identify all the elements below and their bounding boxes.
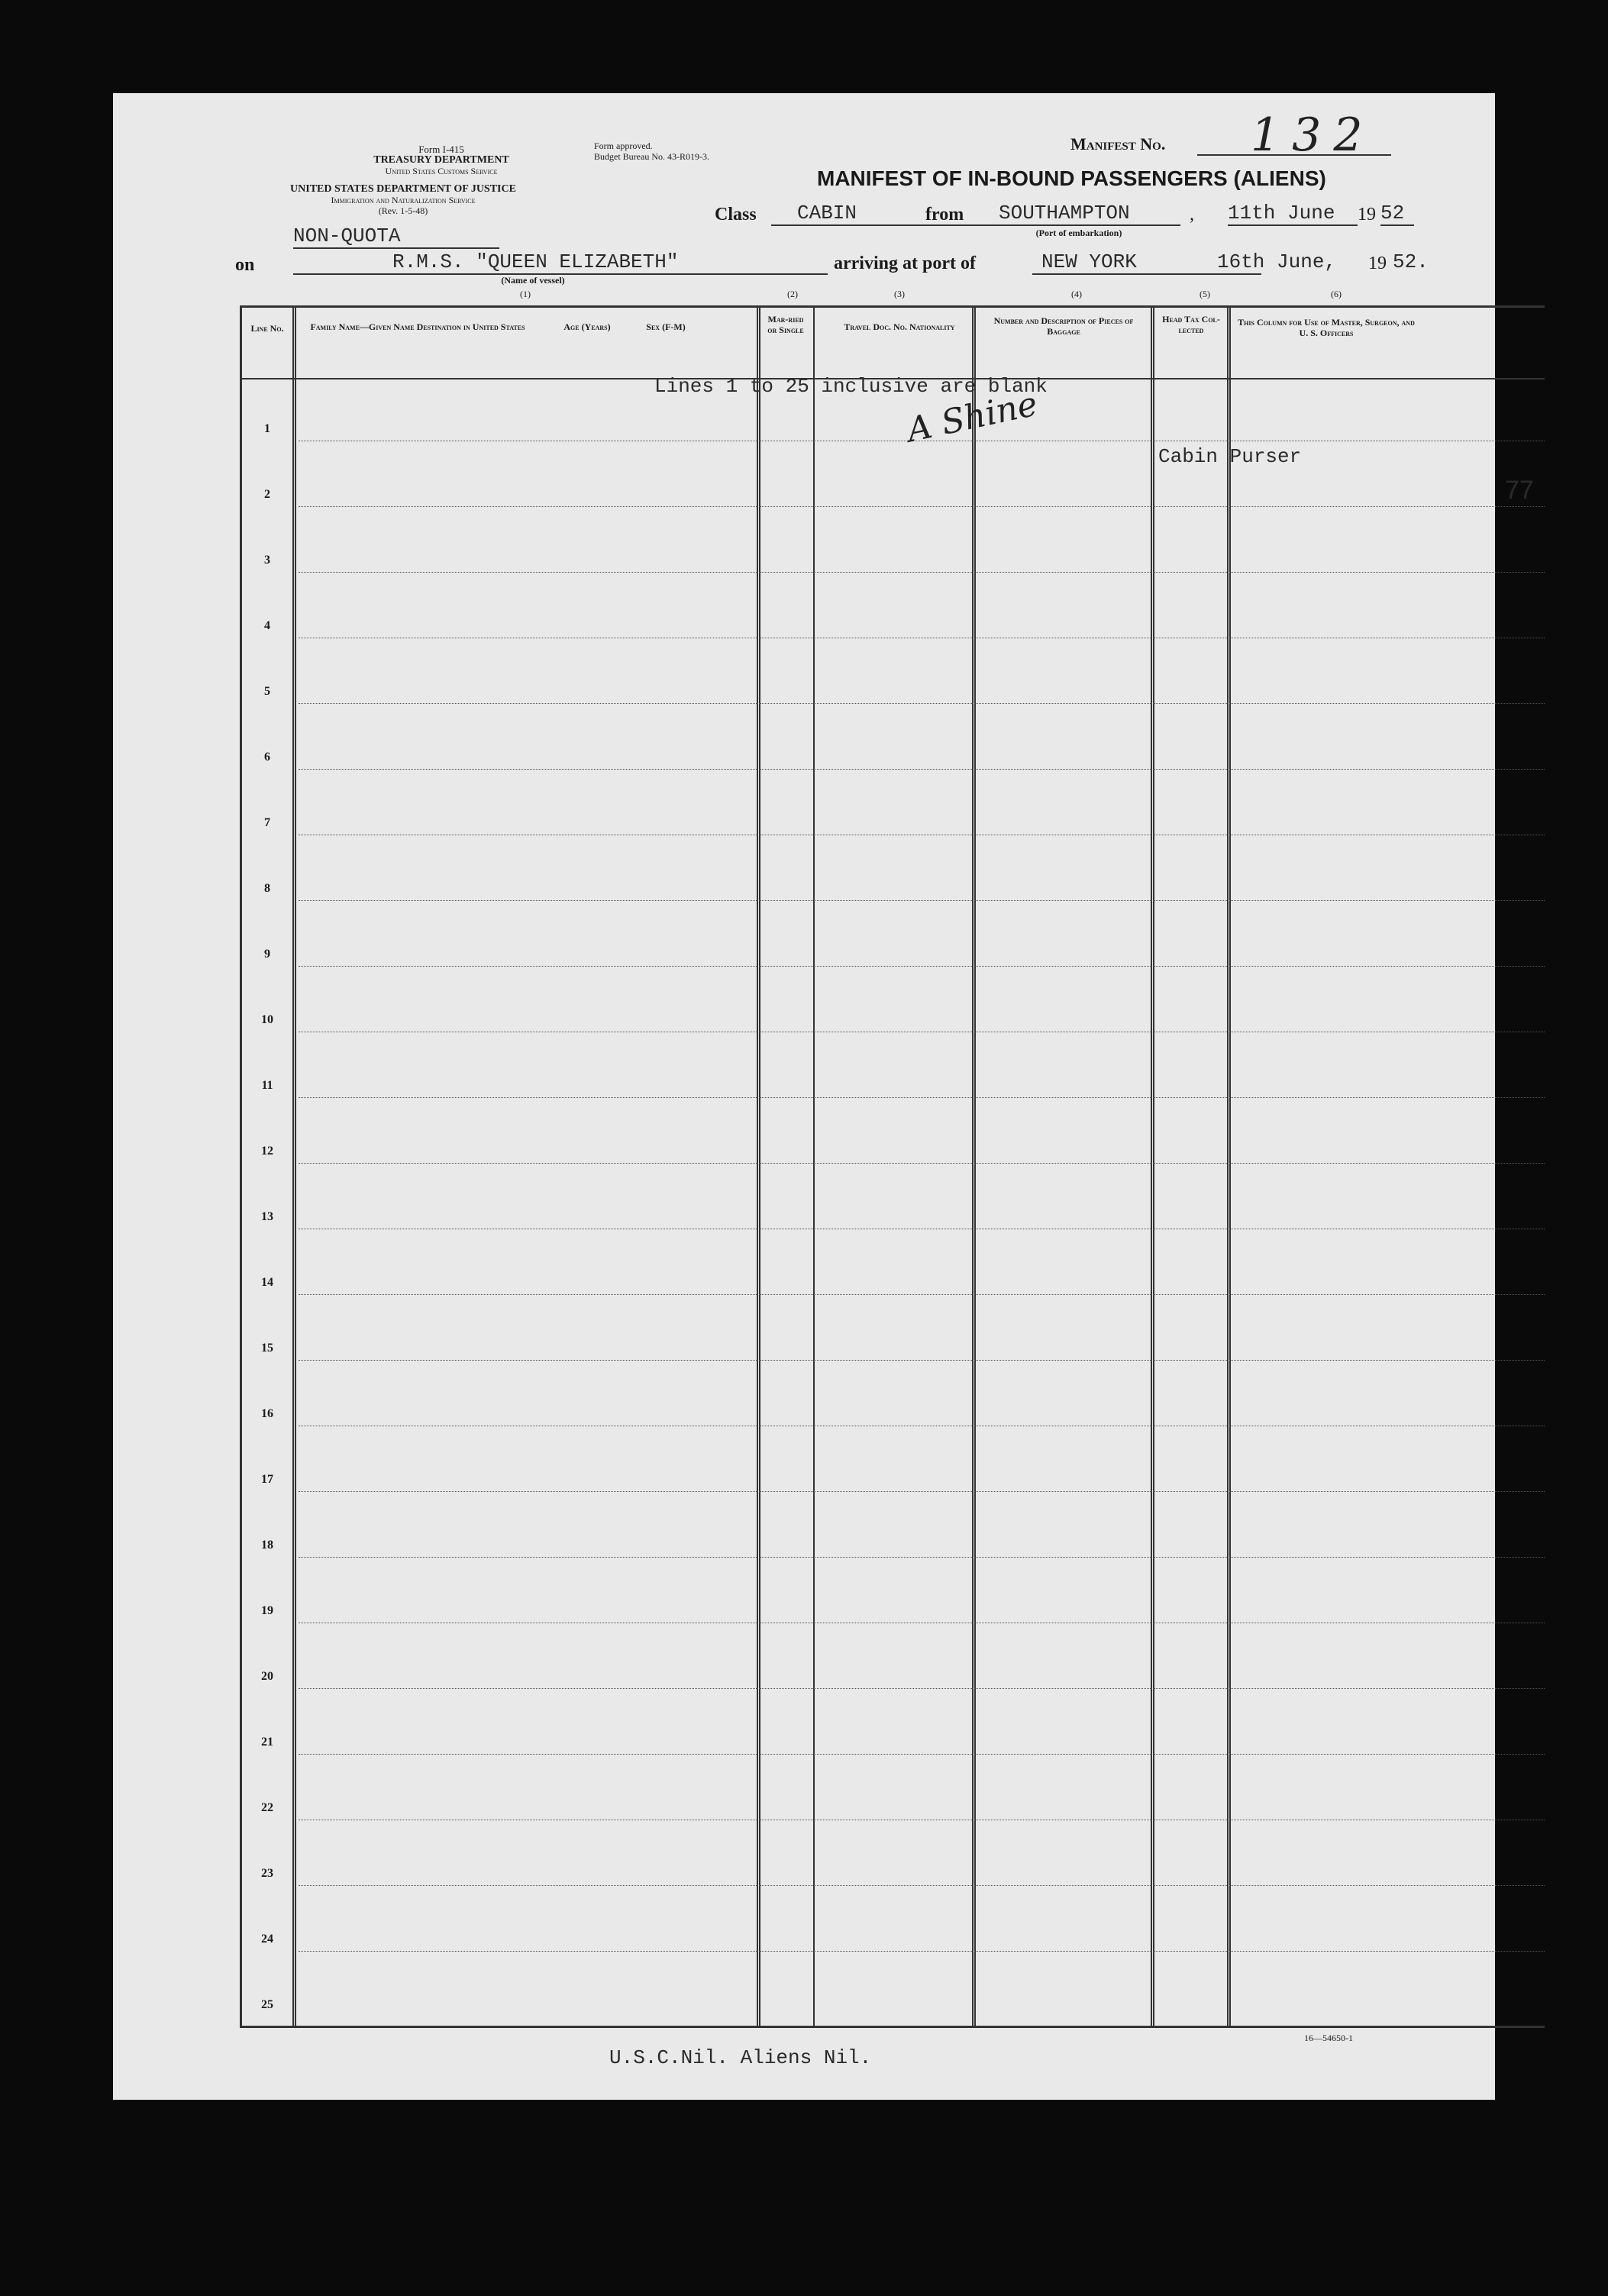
manifest-number: 132 xyxy=(1251,108,1375,162)
col-number-3: (3) xyxy=(894,289,905,299)
header-name: Family Name—Given Name Destination in United States xyxy=(310,321,525,332)
col-divider xyxy=(1227,308,1231,2026)
col-number-5: (5) xyxy=(1200,289,1210,299)
col-divider xyxy=(1151,308,1154,2026)
manifest-no-underline xyxy=(1197,154,1391,156)
col-number-1: (1) xyxy=(520,289,531,299)
margin-number: 77 xyxy=(1505,476,1534,505)
row-number: 12 xyxy=(261,1145,273,1158)
table-row xyxy=(299,506,1545,507)
row-number: 15 xyxy=(261,1342,273,1355)
row-number: 7 xyxy=(264,816,270,829)
manifest-sheet xyxy=(113,93,1534,2100)
table-row xyxy=(299,1754,1545,1755)
header-baggage: Number and Description of Pieces of Baggage xyxy=(993,315,1134,337)
col-number-4: (4) xyxy=(1071,289,1082,299)
header-married: Mar-ried or Single xyxy=(767,314,804,335)
row-number: 4 xyxy=(264,619,270,632)
row-number: 17 xyxy=(261,1473,273,1486)
row-number: 22 xyxy=(261,1801,273,1814)
row-number: 16 xyxy=(261,1407,273,1420)
row-number: 5 xyxy=(264,685,270,698)
row-number: 3 xyxy=(264,554,270,567)
class-label: Class xyxy=(715,205,757,224)
row-number: 23 xyxy=(261,1867,273,1880)
row-number: 20 xyxy=(261,1670,273,1683)
on-label: on xyxy=(235,255,255,275)
table-row xyxy=(299,769,1545,770)
manifest-no-label: Manifest No. xyxy=(1070,134,1166,153)
col-divider xyxy=(813,308,815,2026)
form-approved: Form approved. xyxy=(594,140,653,151)
table-row xyxy=(299,900,1545,901)
table-row xyxy=(299,1951,1545,1952)
table-row xyxy=(299,1294,1545,1295)
class-value: CABIN xyxy=(771,202,1008,226)
comma: , xyxy=(1190,205,1194,224)
table-row xyxy=(299,1097,1545,1098)
row-number: 21 xyxy=(261,1736,273,1749)
header-age: Age (Years) xyxy=(563,321,611,332)
row-number: 14 xyxy=(261,1276,273,1289)
from-value: SOUTHAMPTON xyxy=(977,202,1180,226)
row-number: 1 xyxy=(264,422,270,435)
row-number: 10 xyxy=(261,1013,273,1026)
vessel-caption: (Name of vessel) xyxy=(501,275,565,286)
justice-department: UNITED STATES DEPARTMENT OF JUSTICE xyxy=(290,183,516,195)
col-number-6: (6) xyxy=(1331,289,1342,299)
col-divider xyxy=(757,308,760,2026)
row-number: 18 xyxy=(261,1539,273,1552)
col-divider xyxy=(972,308,976,2026)
table-row xyxy=(299,572,1545,573)
year-prefix-1: 19 xyxy=(1358,205,1376,224)
departure-day: 11th June xyxy=(1228,202,1358,226)
row-number: 19 xyxy=(261,1604,273,1617)
customs-service: United States Customs Service xyxy=(385,166,498,176)
table-row xyxy=(299,1163,1545,1164)
passenger-table xyxy=(240,305,1545,2028)
header-travel-doc: Travel Doc. No. Nationality xyxy=(844,321,955,332)
col-divider xyxy=(292,308,296,2026)
row-number: 24 xyxy=(261,1933,273,1946)
from-label: from xyxy=(925,205,964,224)
table-row xyxy=(299,966,1545,967)
arrival-port: NEW YORK xyxy=(1032,250,1261,275)
vessel-name: R.M.S. "QUEEN ELIZABETH" xyxy=(293,250,828,275)
row-number: 2 xyxy=(264,488,270,501)
form-number: Form I-415 xyxy=(418,144,464,155)
table-row xyxy=(299,1688,1545,1689)
revision: (Rev. 1-5-48) xyxy=(378,205,428,216)
table-row xyxy=(299,1885,1545,1886)
row-number: 9 xyxy=(264,948,270,961)
header-line-no: Line No. xyxy=(250,323,284,334)
blank-lines-note: Lines 1 to 25 inclusive are blank xyxy=(654,375,1048,398)
cabin-purser-label: Cabin Purser xyxy=(1158,445,1302,468)
departure-year: 52 xyxy=(1380,202,1414,226)
treasury-department: TREASURY DEPARTMENT xyxy=(373,154,509,166)
arrival-day: 16th June, xyxy=(1217,250,1337,273)
table-row xyxy=(299,703,1545,704)
table-row xyxy=(299,1491,1545,1492)
row-number: 11 xyxy=(261,1079,273,1092)
ins-service: Immigration and Naturalization Service xyxy=(331,195,476,205)
non-quota: NON-QUOTA xyxy=(293,224,499,249)
table-row xyxy=(299,1360,1545,1361)
port-embarkation-caption: (Port of embarkation) xyxy=(1035,228,1122,238)
arrival-year: 52. xyxy=(1393,250,1429,273)
purser-signature: A Shine xyxy=(903,384,1041,450)
header-officers: This Column for Use of Master, Surgeon, and U. S. Officers xyxy=(1238,317,1415,338)
row-number: 25 xyxy=(261,1998,273,2011)
budget-bureau: Budget Bureau No. 43-R019-3. xyxy=(594,151,709,162)
header-sex: Sex (F-M) xyxy=(646,321,686,332)
footer-note: U.S.C.Nil. Aliens Nil. xyxy=(609,2046,872,2069)
table-row xyxy=(299,1557,1545,1558)
print-code: 16—54650-1 xyxy=(1304,2033,1353,2043)
row-number: 13 xyxy=(261,1210,273,1223)
arriving-label: arriving at port of xyxy=(834,253,976,273)
year-prefix-2: 19 xyxy=(1368,253,1387,273)
row-number: 8 xyxy=(264,882,270,895)
header-head-tax: Head Tax Col-lected xyxy=(1162,314,1220,335)
col-number-2: (2) xyxy=(787,289,798,299)
row-number: 6 xyxy=(264,751,270,764)
manifest-title: MANIFEST OF IN-BOUND PASSENGERS (ALIENS) xyxy=(817,166,1326,190)
